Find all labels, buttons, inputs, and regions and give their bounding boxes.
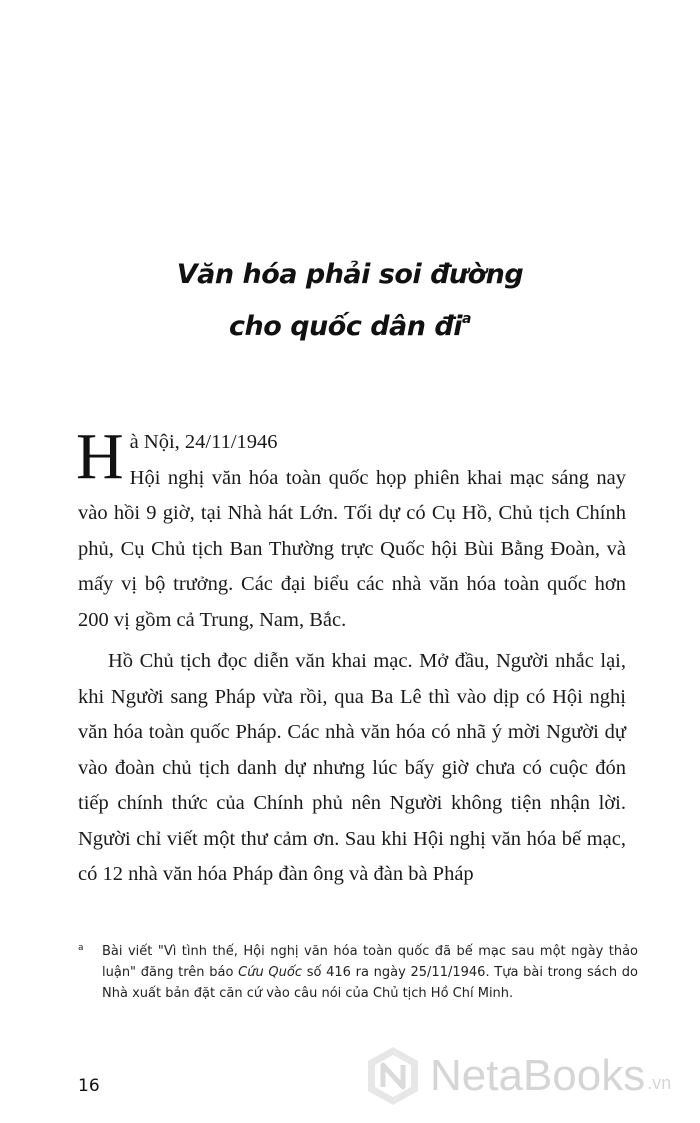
watermark — [364, 1043, 700, 1109]
footnote-text-before: Bài viết "Vì tình thế, Hội nghị văn hóa toàn quốc đã bế mạc sau một ngày thảo luận" đăng trên báo — [102, 944, 638, 980]
footnote-marker: a — [78, 943, 84, 953]
watermark-suffix: .vn — [647, 1072, 672, 1093]
title-line-2-text: cho quốc dân đi — [229, 311, 462, 342]
title-line-1: Văn hóa phải soi đường — [176, 259, 524, 290]
chapter-title — [0, 252, 700, 349]
page-number: 16 — [78, 1076, 100, 1096]
paragraph-2: Hồ Chủ tịch đọc diễn văn khai mạc. Mở đầu, Người nhắc lại, khi Người sang Pháp vừa rồi, qua Ba Lê thì vào dịp có Hội nghị văn hóa toàn quốc Pháp. Các nhà văn hóa có nhã ý mời Người dự vào đoàn chủ tịch danh dự nhưng lúc bấy giờ chưa có cuộc đón tiếp chính thức của Chính phủ nên Người không tiện nhận lời. Người chỉ viết một thư cảm ơn. Sau khi Hội nghị văn hóa bế mạc, có 12 nhà văn hóa Pháp đàn ông và đàn bà Pháp — [78, 650, 626, 885]
footnote-text-after: số 416 ra ngày 25/11/1946. Tựa bài trong sách do Nhà xuất bản đặt căn cứ vào câu nói của Chủ tịch Hồ Chí Minh. — [102, 965, 639, 1001]
watermark-brand: NetaBooks — [430, 1051, 646, 1100]
dateline: à Nội, 24/11/1946 — [129, 431, 278, 453]
footnote-newspaper: Cứu Quốc — [238, 965, 302, 980]
footnote — [78, 941, 638, 1004]
paragraph-1 — [76, 420, 626, 638]
footnote-ref-marker: a — [461, 311, 471, 327]
title-line-2 — [0, 297, 700, 349]
drop-cap: H — [76, 420, 124, 493]
footnote-text — [102, 941, 638, 1004]
netabooks-logo-icon — [364, 1045, 422, 1107]
paragraph-1-text: Hội nghị văn hóa toàn quốc họp phiên khai mạc sáng nay vào hồi 9 giờ, tại Nhà hát Lớn. Tối dự có Cụ Hồ, Chủ tịch Chính phủ, Cụ Chủ tịch Ban Thường trực Quốc hội Bùi Bằng Đoàn, và mấy vị bộ trưởng. Các đại biểu các nhà văn hóa toàn quốc hơn 200 vị gồm cả Trung, Nam, Bắc. — [78, 466, 626, 631]
body-text — [76, 420, 626, 893]
